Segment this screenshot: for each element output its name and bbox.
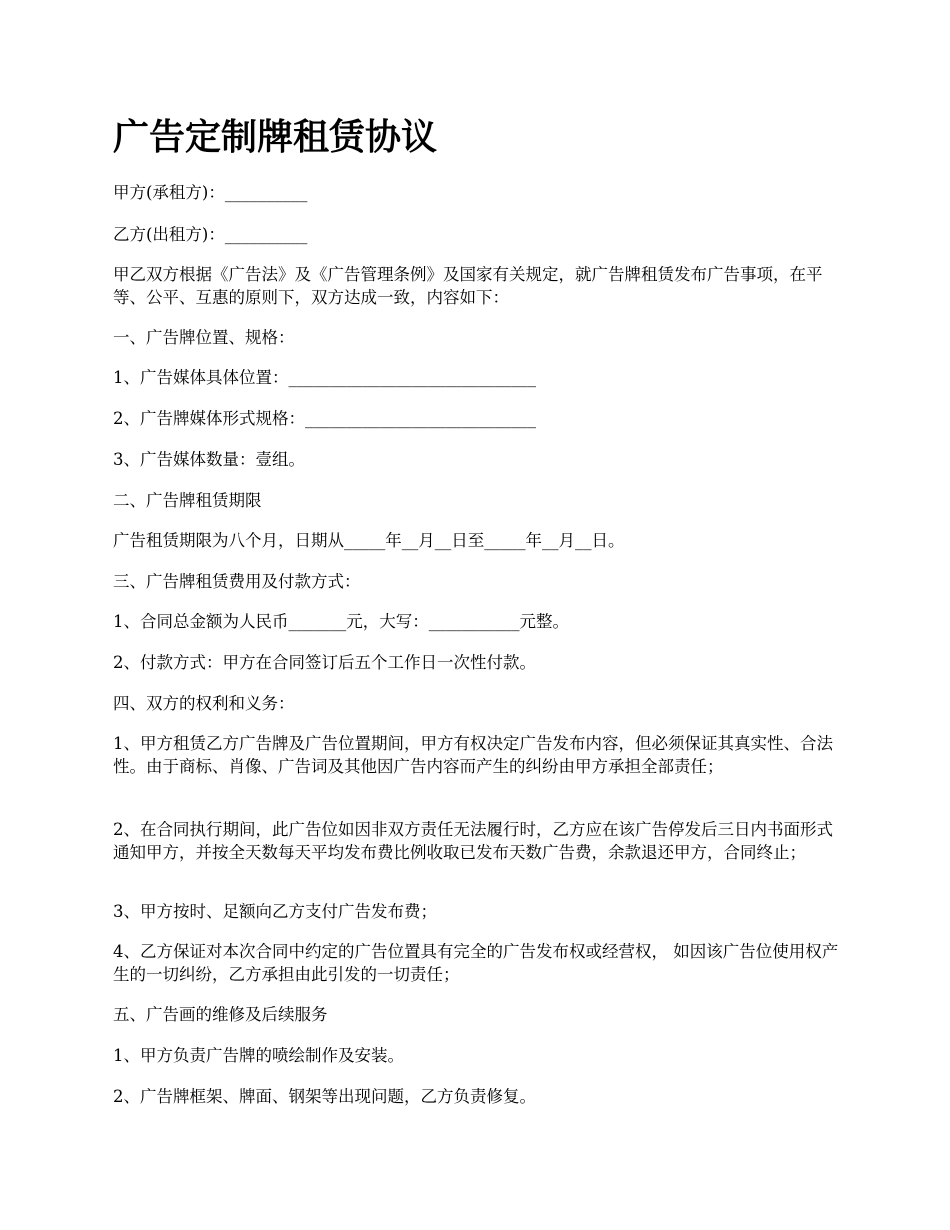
section-4-heading: 四、双方的权利和义务： (113, 694, 295, 713)
clause-1-1: 1、广告媒体具体位置：______________________________ (113, 368, 536, 387)
clause-3-2: 2、付款方式：甲方在合同签订后五个工作日一次性付款。 (113, 653, 536, 672)
clause-1-2: 2、广告牌媒体形式规格：____________________________ (113, 409, 536, 428)
party-a-line: 甲方(承租方)：__________ (113, 183, 308, 202)
document-title: 广告定制牌租赁协议 (113, 116, 438, 158)
clause-5-1: 1、甲方负责广告牌的喷绘制作及安装。 (113, 1046, 404, 1065)
preamble-paragraph: 甲乙双方根据《广告法》及《广告管理条例》及国家有关规定，就广告牌租赁发布广告事项，在平等、公平、互惠的原则下，双方达成一致，内容如下： (113, 265, 823, 307)
clause-5-2: 2、广告牌框架、牌面、钢架等出现问题，乙方负责修复。 (113, 1087, 536, 1106)
clause-1-3: 3、广告媒体数量：壹组。 (113, 450, 305, 469)
section-1-heading: 一、广告牌位置、规格： (113, 328, 295, 347)
section-2-heading: 二、广告牌租赁期限 (113, 491, 262, 510)
clause-4-4: 4、乙方保证对本次合同中约定的广告位置具有完全的广告发布权或经营权， 如因该广告位使用权产生的一切纠纷，乙方承担由此引发的一切责任； (113, 942, 839, 984)
section-3-heading: 三、广告牌租赁费用及付款方式： (113, 572, 361, 591)
clause-3-1: 1、合同总金额为人民币_______元，大写：___________元整。 (113, 612, 569, 631)
party-b-line: 乙方(出租方)：__________ (113, 225, 308, 244)
lease-period-paragraph: 广告租赁期限为八个月，日期从_____年__月__日至_____年__月__日。 (113, 531, 625, 550)
clause-4-2: 2、在合同执行期间，此广告位如因非双方责任无法履行时，乙方应在该广告停发后三日内书面形式通知甲方，并按全天数每天平均发布费比例收取已发布天数广告费，余款退还甲方，合同终止； (113, 820, 833, 862)
clause-4-1: 1、甲方租赁乙方广告牌及广告位置期间，甲方有权决定广告发布内容，但必须保证其真实性、合法性。由于商标、肖像、广告词及其他因广告内容而产生的纠纷由甲方承担全部责任； (113, 734, 833, 776)
clause-4-3: 3、甲方按时、足额向乙方支付广告发布费； (113, 902, 437, 921)
section-5-heading: 五、广告画的维修及后续服务 (113, 1005, 328, 1024)
